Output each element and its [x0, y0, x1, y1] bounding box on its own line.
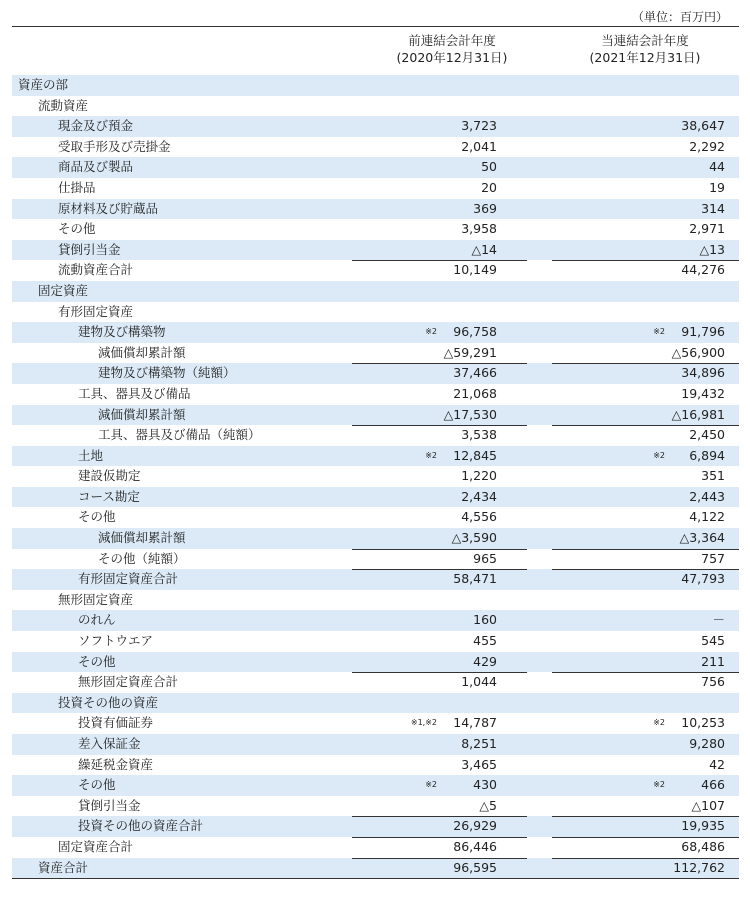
- footnote-mark-prev: ※2: [425, 780, 437, 790]
- row-label: 仕掛品: [58, 179, 96, 195]
- footnote-mark-curr: ※2: [653, 327, 665, 337]
- row-label: 受取手形及び売掛金: [58, 138, 171, 154]
- row-label: 減価償却累計額: [98, 530, 186, 546]
- footnote-mark-curr: ※2: [653, 450, 665, 460]
- value-prev: 4,556: [461, 509, 497, 525]
- value-prev: △5: [479, 797, 497, 813]
- value-curr: 2,971: [689, 221, 725, 237]
- table-row: [12, 322, 739, 343]
- value-prev: △14: [471, 241, 497, 257]
- row-label: のれん: [78, 612, 116, 628]
- row-label: 原材料及び貯蔵品: [58, 200, 159, 216]
- value-curr: 47,793: [681, 571, 725, 587]
- value-curr: 44: [709, 159, 725, 175]
- table-row: [12, 858, 739, 880]
- value-curr: △16,981: [671, 406, 725, 422]
- row-label: 有形固定資産: [58, 303, 134, 319]
- row-label: その他（純額）: [98, 550, 186, 566]
- table-row: [12, 157, 739, 178]
- table-row: [12, 693, 739, 714]
- row-label: 工具、器具及び備品: [78, 385, 191, 401]
- subtotal-rule-prev: [352, 260, 527, 261]
- table-row: [12, 528, 739, 549]
- row-label: 建物及び構築物: [78, 324, 166, 340]
- table-row: [12, 549, 739, 570]
- row-label: 差入保証金: [78, 736, 141, 751]
- table-row: [12, 219, 739, 240]
- value-prev: 2,041: [461, 138, 497, 154]
- value-prev: 50: [481, 159, 497, 175]
- value-curr: 2,292: [689, 138, 725, 154]
- unit-label: （単位：百万円）: [631, 10, 728, 24]
- value-curr: 112,762: [673, 859, 725, 875]
- row-label: 工具、器具及び備品（純額）: [98, 427, 261, 443]
- row-label: 投資その他の資産: [58, 694, 159, 710]
- table-row: [12, 363, 739, 384]
- value-curr: 44,276: [681, 262, 725, 278]
- table-row: [12, 755, 739, 776]
- subtotal-rule-prev: [352, 363, 527, 364]
- column-header-curr-title: 当連結会計年度: [601, 33, 689, 48]
- table-row: [12, 507, 739, 528]
- row-label: 投資その他の資産合計: [78, 818, 204, 834]
- row-label: 貸倒引当金: [58, 241, 121, 257]
- row-label: 固定資産: [38, 282, 89, 298]
- table-row: [12, 631, 739, 652]
- value-prev: △3,590: [451, 530, 497, 546]
- value-prev: 430: [473, 777, 497, 793]
- value-prev: 86,446: [453, 838, 497, 854]
- table-row: [12, 384, 739, 405]
- value-curr: 756: [701, 674, 725, 690]
- value-curr: 19,432: [681, 385, 725, 401]
- value-curr: 19,935: [681, 818, 725, 834]
- table-row: [12, 487, 739, 508]
- value-curr: 91,796: [681, 324, 725, 340]
- value-prev: 37,466: [453, 365, 497, 381]
- value-curr: △3,364: [679, 530, 725, 546]
- table-row: [12, 178, 739, 199]
- value-prev: △17,530: [443, 406, 497, 422]
- table-header: [12, 26, 739, 76]
- value-curr: －: [712, 612, 725, 628]
- row-label: 資産合計: [38, 859, 89, 875]
- row-label: その他: [78, 777, 116, 793]
- subtotal-rule-prev: [352, 569, 527, 570]
- value-prev: 2,434: [461, 488, 497, 504]
- table-row: [12, 652, 739, 673]
- row-label: 商品及び製品: [58, 159, 134, 175]
- value-curr: 466: [701, 777, 725, 793]
- table-row: [12, 260, 739, 281]
- value-prev: 14,787: [453, 715, 497, 731]
- row-label: 無形固定資産: [58, 591, 134, 607]
- subtotal-rule-prev: [352, 425, 527, 426]
- row-label: 流動資産: [38, 97, 89, 113]
- table-row: [12, 446, 739, 467]
- table-row: [12, 796, 739, 817]
- value-curr: 42: [709, 756, 725, 772]
- value-prev: 26,929: [453, 818, 497, 834]
- footnote-mark-prev: ※2: [425, 327, 437, 337]
- value-curr: 2,443: [689, 488, 725, 504]
- table-row: [12, 96, 739, 117]
- table-row: [12, 302, 739, 323]
- value-curr: 757: [701, 550, 725, 566]
- value-curr: 19: [709, 179, 725, 195]
- value-curr: 10,253: [681, 715, 725, 731]
- column-header-curr-date: (2021年12月31日): [589, 50, 701, 65]
- row-label: その他: [78, 509, 116, 525]
- value-prev: 58,471: [453, 571, 497, 587]
- value-prev: 429: [473, 653, 497, 669]
- table-row: [12, 672, 739, 693]
- table-row: [12, 116, 739, 137]
- value-prev: 1,220: [461, 468, 497, 484]
- column-header-curr: [550, 32, 740, 66]
- value-prev: 965: [473, 550, 497, 566]
- value-prev: 96,595: [453, 859, 497, 875]
- row-label: 有形固定資産合計: [78, 571, 179, 587]
- row-label: 資産の部: [18, 77, 69, 92]
- value-curr: 545: [701, 633, 725, 649]
- column-header-prev-title: 前連結会計年度: [408, 33, 496, 48]
- value-prev: 96,758: [453, 324, 497, 340]
- column-header-prev-date: (2020年12月31日): [396, 50, 508, 65]
- subtotal-rule-prev: [352, 858, 527, 859]
- value-prev: 8,251: [461, 736, 497, 751]
- value-curr: 211: [701, 653, 725, 669]
- value-prev: 369: [473, 200, 497, 216]
- table-row: [12, 425, 739, 446]
- value-prev: 3,465: [461, 756, 497, 772]
- table-row: [12, 610, 739, 631]
- row-label: 建物及び構築物（純額）: [98, 365, 236, 381]
- value-curr: 6,894: [689, 447, 725, 463]
- value-curr: △13: [699, 241, 725, 257]
- value-prev: 160: [473, 612, 497, 628]
- row-label: 繰延税金資産: [78, 756, 154, 772]
- table-row: [12, 405, 739, 426]
- row-label: その他: [78, 653, 116, 669]
- value-prev: 20: [481, 179, 497, 195]
- subtotal-rule-prev: [352, 549, 527, 550]
- table-row: [12, 775, 739, 796]
- value-prev: 1,044: [461, 674, 497, 690]
- value-prev: △59,291: [443, 344, 497, 360]
- value-curr: 38,647: [681, 118, 725, 134]
- value-curr: △56,900: [671, 344, 725, 360]
- row-label: 投資有価証券: [78, 715, 154, 731]
- value-curr: 2,450: [689, 427, 725, 443]
- footnote-mark-prev: ※2: [425, 450, 437, 460]
- table-row: [12, 816, 739, 837]
- subtotal-rule-prev: [352, 837, 527, 838]
- table-row: [12, 240, 739, 261]
- row-label: 土地: [78, 447, 104, 463]
- row-label: 無形固定資産合計: [78, 674, 179, 690]
- table-row: [12, 713, 739, 734]
- row-label: その他: [58, 221, 96, 237]
- row-label: 貸倒引当金: [78, 797, 141, 813]
- value-curr: 351: [701, 468, 725, 484]
- table-row: [12, 590, 739, 611]
- table-row: [12, 837, 739, 858]
- value-curr: 314: [701, 200, 725, 216]
- table-row: [12, 569, 739, 590]
- value-prev: 3,958: [461, 221, 497, 237]
- value-curr: 34,896: [681, 365, 725, 381]
- row-label: 流動資産合計: [58, 262, 134, 278]
- row-label: 減価償却累計額: [98, 344, 186, 360]
- value-prev: 455: [473, 633, 497, 649]
- row-label: 建設仮勘定: [78, 468, 141, 484]
- row-label: コース勘定: [78, 488, 140, 504]
- value-curr: 4,122: [689, 509, 725, 525]
- footnote-mark-curr: ※2: [653, 718, 665, 728]
- value-prev: 21,068: [453, 385, 497, 401]
- row-label: 現金及び預金: [58, 118, 134, 134]
- row-label: 固定資産合計: [58, 838, 134, 854]
- value-prev: 12,845: [453, 447, 497, 463]
- footnote-mark-curr: ※2: [653, 780, 665, 790]
- table-row: [12, 199, 739, 220]
- table-row: [12, 75, 739, 96]
- table-row: [12, 137, 739, 158]
- subtotal-rule-prev: [352, 672, 527, 673]
- balance-sheet-table: [12, 75, 739, 879]
- table-row: [12, 281, 739, 302]
- value-curr: 68,486: [681, 838, 725, 854]
- column-header-prev: [357, 32, 547, 66]
- value-prev: 10,149: [453, 262, 497, 278]
- value-curr: △107: [691, 797, 725, 813]
- footnote-mark-prev: ※1,※2: [410, 718, 437, 728]
- value-prev: 3,723: [461, 118, 497, 134]
- row-label: 減価償却累計額: [98, 406, 186, 422]
- table-row: [12, 734, 739, 755]
- subtotal-rule-prev: [352, 816, 527, 817]
- table-row: [12, 343, 739, 364]
- value-prev: 3,538: [461, 427, 497, 443]
- value-curr: 9,280: [689, 736, 725, 751]
- table-row: [12, 466, 739, 487]
- row-label: ソフトウエア: [78, 633, 154, 649]
